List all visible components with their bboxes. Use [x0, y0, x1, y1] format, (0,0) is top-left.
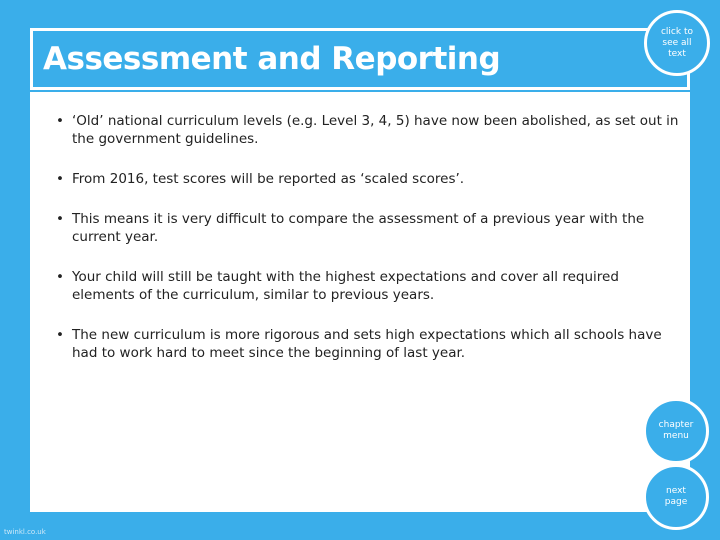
bullet-marker: •: [56, 211, 64, 227]
chapter-menu-label: chapter menu: [658, 420, 694, 441]
twinkl-brand-text: twinkl.co.uk: [4, 528, 46, 536]
click-to-see-all-text-button[interactable]: [644, 10, 710, 76]
bullet-text: From 2016, test scores will be reported as ‘scaled scores’.: [72, 171, 465, 187]
bullet-item: [56, 112, 682, 148]
bullet-text: Your child will still be taught with the highest expectations and cover all required elements of the curriculum, similar to previous years.: [72, 269, 619, 303]
click-to-see-all-text-label: click to see all text: [660, 26, 693, 59]
bullet-item: [56, 268, 682, 304]
bullet-text: This means it is very difficult to compare the assessment of a previous year with the current year.: [72, 211, 645, 245]
title-bar: [30, 28, 690, 90]
content-panel: [30, 92, 690, 512]
bullet-text: The new curriculum is more rigorous and sets high expectations which all schools have had to work hard to meet since the beginning of last year.: [72, 327, 662, 361]
page-title: Assessment and Reporting: [43, 41, 501, 77]
bullet-marker: •: [56, 269, 64, 285]
bullet-item: [56, 170, 682, 188]
bullet-text: ‘Old’ national curriculum levels (e.g. Level 3, 4, 5) have now been abolished, as set out in the government guidelines.: [72, 113, 679, 147]
bullet-marker: •: [56, 171, 64, 187]
bullet-item: [56, 210, 682, 246]
bullet-marker: •: [56, 113, 64, 129]
next-page-button[interactable]: [643, 464, 709, 530]
bullet-item: [56, 326, 682, 362]
bullet-list: [56, 112, 682, 362]
next-page-label: next page: [664, 486, 688, 507]
chapter-menu-button[interactable]: [643, 398, 709, 464]
bullet-marker: •: [56, 327, 64, 343]
